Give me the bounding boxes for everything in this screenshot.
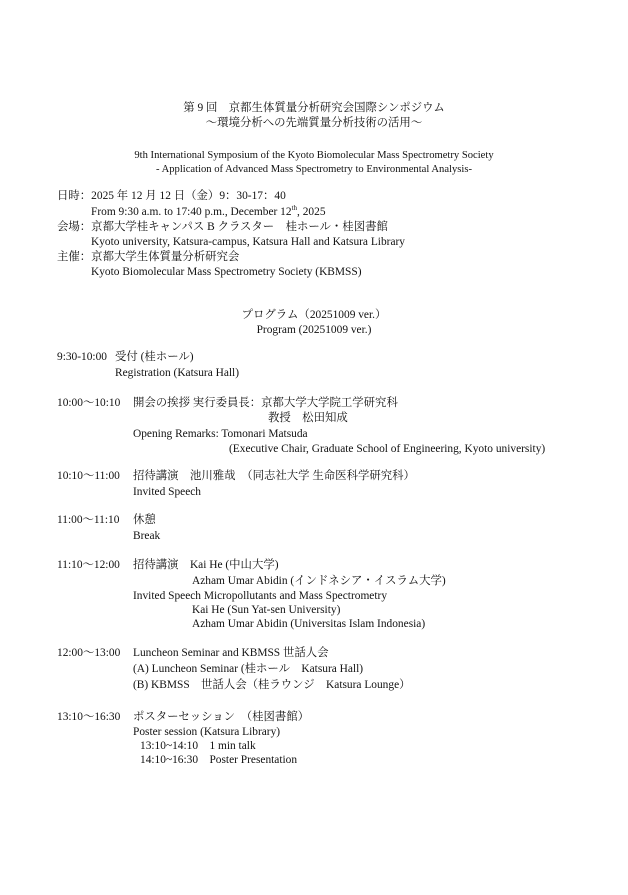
date-en: From 9:30 a.m. to 17:40 p.m., December 12th, 2025 bbox=[91, 204, 326, 218]
schedule-item-en: Break bbox=[133, 530, 161, 542]
schedule-time: 11:10～12:00 bbox=[57, 559, 120, 571]
schedule-time: 13:10～16:30 bbox=[57, 711, 121, 723]
schedule-subitem: 13:10~14:10 1 min talk bbox=[140, 740, 256, 752]
host-en: Kyoto Biomolecular Mass Spectrometry Society (KBMSS) bbox=[91, 266, 362, 278]
title-jp: 第 9 回 京都生体質量分析研究会国際シンポジウム bbox=[183, 102, 445, 114]
program-heading-en: Program (20251009 ver.) bbox=[256, 324, 372, 336]
schedule-item: Luncheon Seminar and KBMSS 世話人会 bbox=[133, 647, 329, 659]
schedule-item-en: Opening Remarks: Tomonari Matsuda bbox=[133, 428, 308, 440]
schedule-item-2: (A) Luncheon Seminar (桂ホール Katsura Hall) bbox=[133, 663, 364, 675]
schedule-item-jp-2: Azham Umar Abidin (インドネシア・イスラム大学) bbox=[192, 575, 446, 587]
schedule-item-jp: 休憩 bbox=[133, 514, 156, 526]
schedule-item-en: Invited Speech bbox=[133, 486, 202, 498]
schedule-subitem: 14:10~16:30 Poster Presentation bbox=[140, 754, 298, 766]
schedule-item-jp: ポスターセッション （桂図書館） bbox=[133, 711, 310, 723]
schedule-time: 11:00～11:10 bbox=[57, 514, 120, 526]
date-jp: 日時：2025 年 12 月 12 日（金）9：30-17：40 bbox=[57, 190, 286, 202]
schedule-item-en-2: (Executive Chair, Graduate School of Engineering, Kyoto university) bbox=[229, 443, 546, 455]
schedule-time: 12:00～13:00 bbox=[57, 647, 121, 659]
venue-en: Kyoto university, Katsura-campus, Katsura Hall and Katsura Library bbox=[91, 236, 405, 248]
schedule-time: 9:30-10:00 bbox=[57, 351, 107, 363]
schedule-item-3: (B) KBMSS 世話人会（桂ラウンジ Katsura Lounge） bbox=[133, 679, 411, 691]
schedule-item-jp: 開会の挨拶 実行委員長：京都大学大学院工学研究科 bbox=[133, 397, 398, 409]
schedule-time: 10:00～10:10 bbox=[57, 397, 121, 409]
program-heading-jp: プログラム（20251009 ver.） bbox=[241, 309, 387, 321]
schedule-item-en: Poster session (Katsura Library) bbox=[133, 726, 281, 738]
title-en: 9th International Symposium of the Kyoto Biomolecular Mass Spectrometry Society bbox=[134, 150, 494, 161]
schedule-item-jp: 招待講演 池川雅哉 （同志社大学 生命医科学研究科） bbox=[133, 470, 415, 482]
schedule-time: 10:10～11:00 bbox=[57, 470, 120, 482]
schedule-item-en-2: Kai He (Sun Yat-sen University) bbox=[192, 604, 341, 616]
schedule-item-jp: 受付 (桂ホール) bbox=[115, 351, 194, 363]
subtitle-en: - Application of Advanced Mass Spectrometry to Environmental Analysis- bbox=[156, 164, 472, 175]
schedule-item-jp-2: 教授 松田知成 bbox=[268, 412, 348, 424]
schedule-item-en-3: Azham Umar Abidin (Universitas Islam Indonesia) bbox=[192, 618, 426, 630]
venue-jp: 会場：京都大学桂キャンパス B クラスター 桂ホール・桂図書館 bbox=[57, 221, 388, 233]
subtitle-jp: ～環境分析への先端質量分析技術の活用～ bbox=[205, 117, 423, 129]
host-jp: 主催：京都大学生体質量分析研究会 bbox=[57, 251, 240, 263]
schedule-item-jp: 招待講演 Kai He (中山大学) bbox=[133, 559, 279, 571]
schedule-item-en: Registration (Katsura Hall) bbox=[115, 367, 239, 379]
schedule-item-en: Invited Speech Micropollutants and Mass Spectrometry bbox=[133, 590, 388, 602]
